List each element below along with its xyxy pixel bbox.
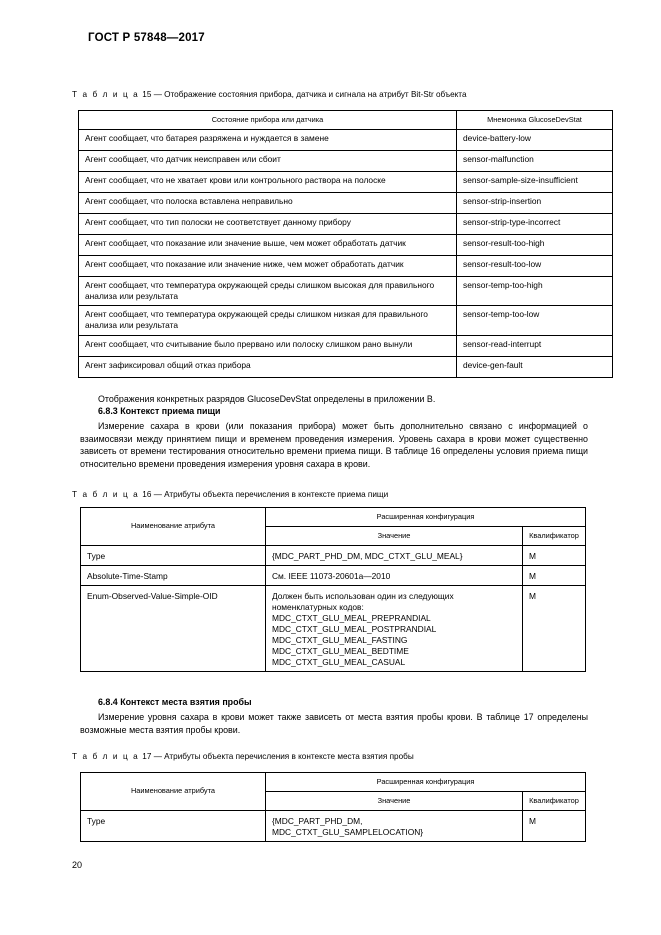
table-17-caption-text: — Атрибуты объекта перечисления в контексте места взятия пробы	[153, 752, 414, 761]
attribute-name-cell: Type	[81, 545, 266, 565]
mnemonic-cell: sensor-read-interrupt	[457, 335, 613, 356]
table-16-body	[81, 545, 586, 671]
table-row	[81, 565, 586, 585]
nomenclature-code-list	[272, 613, 516, 668]
state-cell: Агент сообщает, что показание или значение выше, чем может обработать датчик	[79, 234, 457, 255]
mnemonic-cell: sensor-temp-too-high	[457, 276, 613, 305]
table-16-header-row-top	[81, 508, 586, 527]
state-cell: Агент сообщает, что показание или значение ниже, чем может обработать датчик	[79, 255, 457, 276]
table-row	[79, 150, 613, 171]
table-16-caption	[72, 490, 388, 499]
state-cell: Агент сообщает, что датчик неисправен или сбоит	[79, 150, 457, 171]
table-row	[79, 192, 613, 213]
attribute-qualifier-cell: M	[523, 545, 586, 565]
table-16-caption-word: Т а б л и ц а	[72, 490, 140, 499]
state-cell: Агент сообщает, что тип полоски не соответствует данному прибору	[79, 213, 457, 234]
table-15-caption-text: — Отображение состояния прибора, датчика и сигнала на атрибут Bit-Str объекта	[153, 90, 467, 99]
table-row	[79, 234, 613, 255]
table-17-col-value: Значение	[266, 791, 523, 810]
standard-header: ГОСТ Р 57848—2017	[88, 32, 205, 44]
table-16-col-value: Значение	[266, 526, 523, 545]
table-15-body	[79, 129, 613, 377]
state-cell: Агент сообщает, что полоска вставлена неправильно	[79, 192, 457, 213]
table-16-col-attribute-name: Наименование атрибута	[81, 508, 266, 546]
page-number: 20	[72, 860, 83, 870]
mnemonic-cell: device-battery-low	[457, 129, 613, 150]
mnemonic-cell: sensor-sample-size-insufficient	[457, 171, 613, 192]
mnemonic-cell: device-gen-fault	[457, 356, 613, 377]
table-16	[80, 507, 586, 672]
nomenclature-code: MDC_CTXT_GLU_MEAL_BEDTIME	[272, 646, 409, 657]
table-16-caption-number: 16	[142, 490, 152, 499]
table-17-head	[81, 773, 586, 811]
table-15-caption-number: 15	[142, 90, 152, 99]
state-cell: Агент сообщает, что температура окружающей среды слишком низкая для правильного анализа или результата	[79, 306, 457, 335]
table-row	[79, 213, 613, 234]
table-row	[81, 586, 586, 672]
attribute-value-cell: {MDC_PART_PHD_DM, MDC_CTXT_GLU_MEAL}	[266, 545, 523, 565]
table-16-col-qualifier: Квалификатор	[523, 526, 586, 545]
attribute-value-cell	[266, 810, 523, 841]
mnemonic-cell: sensor-strip-type-incorrect	[457, 213, 613, 234]
attribute-name-cell: Enum-Observed-Value-Simple-OID	[81, 586, 266, 672]
table-17-body	[81, 810, 586, 841]
state-cell: Агент сообщает, что батарея разряжена и нуждается в замене	[79, 129, 457, 150]
table-17-caption-number: 17	[142, 752, 152, 761]
table-17-caption-word: Т а б л и ц а	[72, 752, 140, 761]
table-15	[78, 110, 613, 378]
table-row	[79, 129, 613, 150]
table-row	[81, 810, 586, 841]
table-17-col-attribute-name: Наименование атрибута	[81, 773, 266, 811]
table-row	[79, 276, 613, 305]
table-17-col-extended-config: Расширенная конфигурация	[266, 773, 586, 792]
table-17-col-qualifier: Квалификатор	[523, 791, 586, 810]
table-row	[79, 255, 613, 276]
attribute-name-cell: Type	[81, 810, 266, 841]
table-15-header-row	[79, 111, 613, 130]
nomenclature-code: MDC_CTXT_GLU_MEAL_PREPRANDIAL	[272, 613, 431, 624]
attribute-value-line-2: MDC_CTXT_GLU_SAMPLELOCATION}	[272, 826, 424, 837]
glucosedevstat-note-paragraph: Отображения конкретных разрядов GlucoseDevStat определены в приложении В.	[98, 394, 436, 404]
heading-6-8-3: 6.8.3 Контекст приема пищи	[98, 406, 221, 416]
table-15-head	[79, 111, 613, 130]
mnemonic-cell: sensor-malfunction	[457, 150, 613, 171]
attribute-value-text: Должен быть использован один из следующих номенклатурных кодов:	[272, 591, 454, 613]
attribute-qualifier-cell: M	[523, 810, 586, 841]
attribute-value-cell	[266, 586, 523, 672]
attribute-qualifier-cell: M	[523, 586, 586, 672]
table-16-head	[81, 508, 586, 546]
table-16-caption-text: — Атрибуты объекта перечисления в контексте приема пищи	[153, 490, 389, 499]
table-16-col-extended-config: Расширенная конфигурация	[266, 508, 586, 527]
table-15-col-state: Состояние прибора или датчика	[79, 111, 457, 130]
table-17	[80, 772, 586, 842]
table-15-caption-word: Т а б л и ц а	[72, 90, 140, 99]
table-17-header-row-top	[81, 773, 586, 792]
table-row	[79, 335, 613, 356]
nomenclature-code: MDC_CTXT_GLU_MEAL_FASTING	[272, 635, 408, 646]
table-row	[79, 306, 613, 335]
nomenclature-code: MDC_CTXT_GLU_MEAL_CASUAL	[272, 657, 406, 668]
nomenclature-code: MDC_CTXT_GLU_MEAL_POSTPRANDIAL	[272, 624, 437, 635]
attribute-value-line-1: {MDC_PART_PHD_DM,	[272, 815, 363, 826]
sample-location-paragraph: Измерение уровня сахара в крови может также зависеть от места взятия пробы крови. В таблице 17 определены возможные места взятия пробы крови.	[80, 712, 588, 735]
attribute-name-cell: Absolute-Time-Stamp	[81, 565, 266, 585]
heading-6-8-4: 6.8.4 Контекст места взятия пробы	[98, 697, 252, 707]
state-cell: Агент зафиксировал общий отказ прибора	[79, 356, 457, 377]
state-cell: Агент сообщает, что температура окружающей среды слишком высокая для правильного анализа или результата	[79, 276, 457, 305]
mnemonic-cell: sensor-strip-insertion	[457, 192, 613, 213]
attribute-qualifier-cell: M	[523, 565, 586, 585]
state-cell: Агент сообщает, что считывание было прервано или полоску слишком рано вынули	[79, 335, 457, 356]
table-row	[81, 545, 586, 565]
meal-context-paragraph: Измерение сахара в крови (или показания прибора) может быть дополнительно связано с информацией о взаимосвязи между принятием пищи и временем проведения измерения. Уровень сахара в крови может существенно зависеть от времени тестирования относительно времени приема пищи. В таблице 16 определены условия приема пищи относительно времени проведения измерения уровня сахара в крови.	[80, 421, 588, 469]
mnemonic-cell: sensor-result-too-low	[457, 255, 613, 276]
table-17-caption	[72, 752, 414, 761]
table-row	[79, 356, 613, 377]
mnemonic-cell: sensor-temp-too-low	[457, 306, 613, 335]
table-15-col-mnemonic: Мнемоника GlucoseDevStat	[457, 111, 613, 130]
table-15-caption	[72, 90, 467, 99]
table-row	[79, 171, 613, 192]
mnemonic-cell: sensor-result-too-high	[457, 234, 613, 255]
state-cell: Агент сообщает, что не хватает крови или контрольного раствора на полоске	[79, 171, 457, 192]
attribute-value-cell: См. IEEE 11073-20601a—2010	[266, 565, 523, 585]
